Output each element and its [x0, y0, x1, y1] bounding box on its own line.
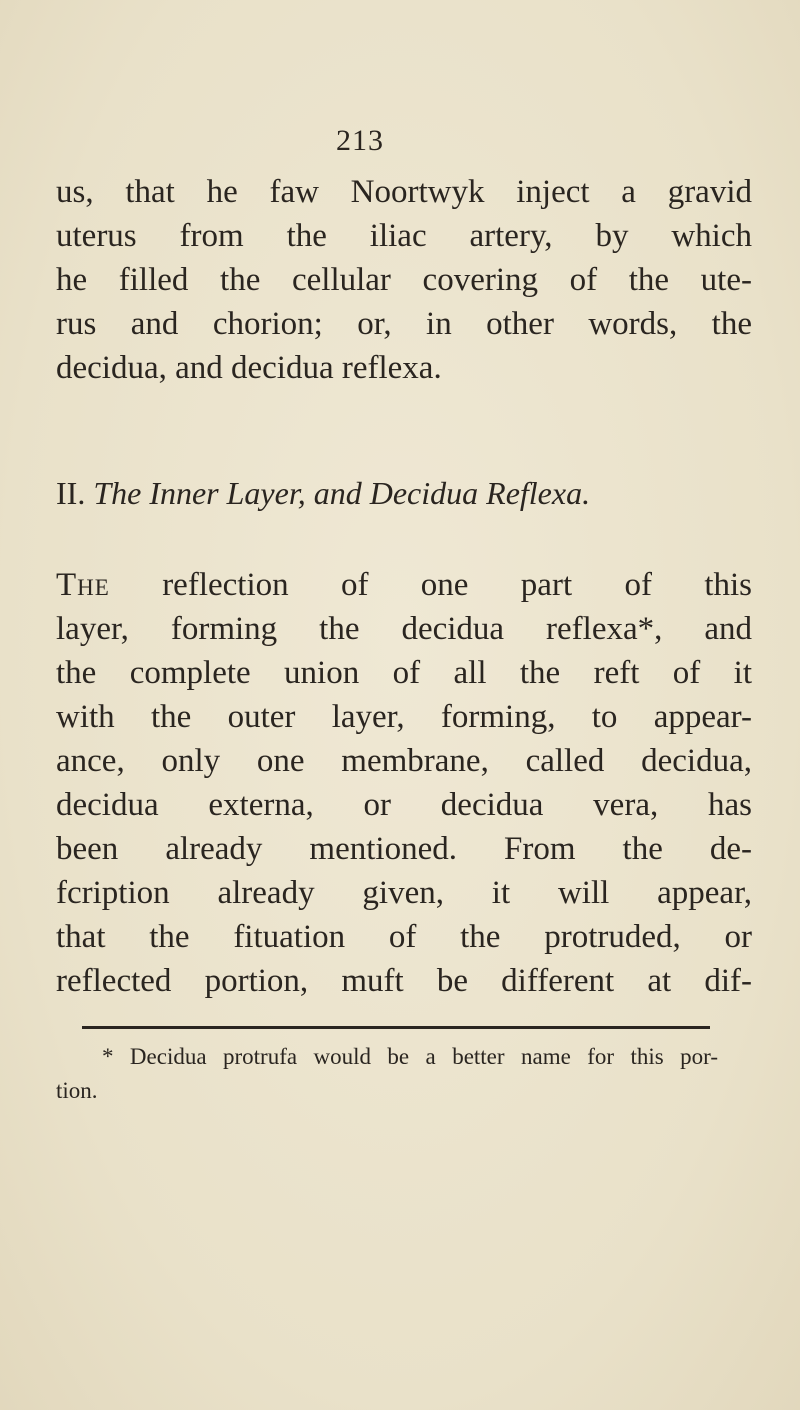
text-line: ance, only one membrane, called decidua,	[56, 743, 752, 779]
text-line: layer, forming the decidua reflexa*, and	[56, 611, 752, 647]
text-line: with the outer layer, forming, to appear-	[56, 699, 752, 735]
text-line-first	[56, 563, 752, 607]
footnote-divider	[82, 1026, 710, 1029]
text-line: rus and chorion; or, in other words, the	[56, 306, 752, 342]
footnote-line: tion.	[56, 1078, 98, 1103]
text-line: the complete union of all the reft of it	[56, 655, 752, 691]
text-line: fcription already given, it will appear,	[56, 875, 752, 911]
main-paragraph	[56, 563, 752, 1003]
section-number: II.	[56, 475, 86, 511]
text-line: us, that he faw Noortwyk inject a gravid	[56, 174, 752, 210]
text-line: decidua externa, or decidua vera, has	[56, 787, 752, 823]
footnote-line: * Decidua protrufa would be a better name for this por-	[102, 1044, 718, 1069]
text-line: he filled the cellular covering of the ute-	[56, 262, 752, 298]
footnote	[56, 1040, 718, 1108]
text-line: reflected portion, muft be different at dif-	[56, 963, 752, 999]
page-number: 213	[336, 124, 384, 157]
top-paragraph	[56, 170, 752, 390]
paragraph-lead-word: The	[56, 567, 110, 603]
text-line: that the fituation of the protruded, or	[56, 919, 752, 955]
section-heading	[56, 471, 752, 515]
text-line: decidua, and decidua reflexa.	[56, 350, 442, 386]
section-title: The Inner Layer, and Decidua Reflexa.	[93, 475, 591, 511]
text-line: been already mentioned. From the de-	[56, 831, 752, 867]
first-line-text: reflection of one part of this	[162, 567, 752, 603]
text-line: uterus from the iliac artery, by which	[56, 218, 752, 254]
